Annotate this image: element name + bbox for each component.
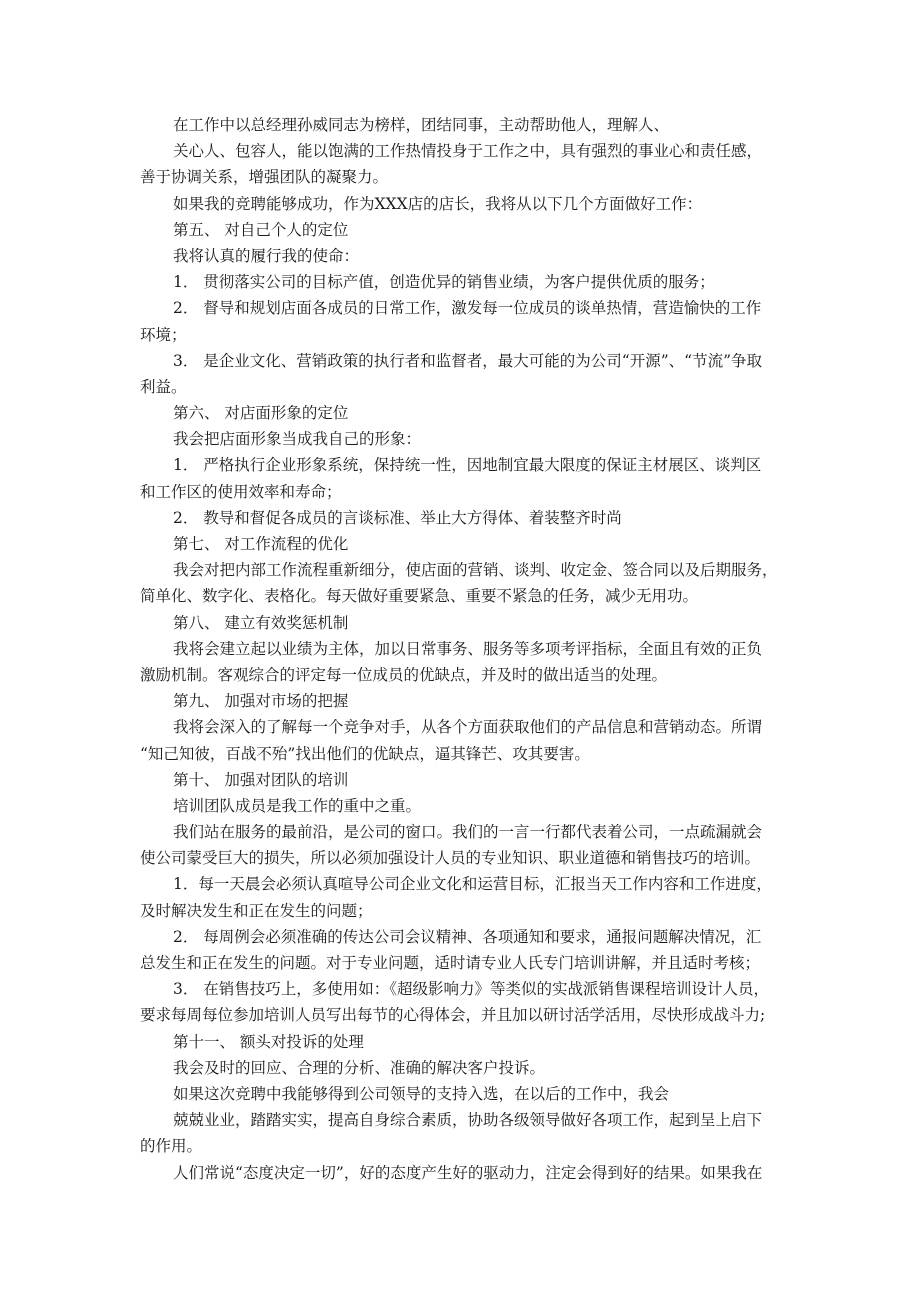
text-line: 简单化、数字化、表格化。每天做好重要紧急、重要不紧急的任务，减少无用功。 [140, 587, 699, 606]
text-line: 人们常说“态度决定一切”，好的态度产生好的驱动力，注定会得到好的结果。如果我在 [173, 1163, 763, 1182]
text-line: 环境； [140, 325, 187, 344]
text-line: 兢兢业业，踏踏实实，提高自身综合素质，协助各级领导做好各项工作，起到呈上启下 [173, 1111, 763, 1130]
text-line: 第五、 对自己个人的定位 [173, 220, 349, 239]
text-line: 要求每周每位参加培训人员写出每节的心得体会，并且加以研讨活学活用，尽快形成战斗力; [140, 1006, 766, 1025]
text-line: 的作用。 [140, 1137, 203, 1156]
document-body [140, 112, 790, 1186]
text-line: 关心人、包容人，能以饱满的工作热情投身于工作之中，具有强烈的事业心和责任感， [173, 142, 763, 161]
text-line: 总发生和正在发生的问题。对于专业问题，适时请专业人氏专门培训讲解，并且适时考核； [140, 954, 761, 972]
text-line: 第六、 对店面形象的定位 [173, 404, 349, 423]
text-line: 3． 在销售技巧上，多使用如：《超级影响力》等类似的实战派销售课程培训设计人员， [173, 980, 770, 999]
text-line: 使公司蒙受巨大的损失，所以必须加强设计人员的专业知识、职业道德和销售技巧的培训。 [140, 849, 761, 868]
text-line: 2． 督导和规划店面各成员的日常工作，激发每一位成员的谈单热情，营造愉快的工作 [173, 299, 762, 318]
text-line: 我将会深入的了解每一个竞争对手，从各个方面获取他们的产品信息和营销动态。所谓 [173, 718, 763, 737]
text-line: 2． 教导和督促各成员的言谈标准、举止大方得体、着装整齐时尚 [173, 508, 622, 527]
text-line: 如果我的竞聘能够成功，作为XXX店的店长，我将从以下几个方面做好工作： [173, 194, 703, 213]
text-line: 第十一、 额头对投诉的处理 [173, 1032, 364, 1051]
text-line: 如果这次竞聘中我能够得到公司领导的支持入选，在以后的工作中，我会 [173, 1084, 670, 1103]
text-line: 和工作区的使用效率和寿命； [140, 482, 342, 501]
text-line: 在工作中以总经理孙威同志为榜样，团结同事，主动帮助他人，理解人、 [173, 116, 670, 134]
text-line: 第七、 对工作流程的优化 [173, 535, 349, 553]
text-line: 培训团队成员是我工作的重中之重。 [173, 796, 422, 815]
text-line: 激励机制。客观综合的评定每一位成员的优缺点，并及时的做出适当的处理。 [140, 665, 668, 684]
text-line: 善于协调关系，增强团队的凝聚力。 [140, 168, 389, 187]
text-line: 我会及时的回应、合理的分析、准确的解决客户投诉。 [173, 1058, 546, 1077]
text-line: 我会对把内部工作流程重新细分，使店面的营销、谈判、收定金、签合同以及后期服务， [173, 561, 778, 580]
text-line: 我们站在服务的最前沿，是公司的窗口。我们的一言一行都代表着公司，一点疏漏就会 [173, 823, 763, 842]
text-line: 2． 每周例会必须准确的传达公司会议精神、各项通知和要求，通报问题解决情况，汇 [173, 927, 762, 946]
text-line: 第八、 建立有效奖惩机制 [173, 613, 349, 632]
text-line: 1． 严格执行企业形象系统，保持统一性，因地制宜最大限度的保证主材展区、谈判区 [173, 456, 762, 475]
text-line: 我将会建立起以业绩为主体，加以日常事务、服务等多项考评指标，全面且有效的正负 [173, 639, 763, 658]
text-line: 第九、 加强对市场的把握 [173, 692, 349, 711]
text-line: 利益。 [140, 377, 187, 396]
text-line: 及时解决发生和正在发生的问题； [140, 901, 373, 920]
text-line: 我将认真的履行我的使命： [173, 246, 360, 265]
text-line: “知己知彼，百战不殆”找出他们的优缺点，逼其锋芒、攻其要害。 [140, 744, 590, 763]
text-line: 我会把店面形象当成我自己的形象： [173, 430, 422, 449]
text-line: 3． 是企业文化、营销政策的执行者和监督者，最大可能的为公司“开源”、“节流”争取 [173, 351, 762, 370]
text-line: 第十、 加强对团队的培训 [173, 770, 349, 789]
text-line: 1． 贯彻落实公司的目标产值，创造优异的销售业绩，为客户提供优质的服务； [173, 273, 715, 292]
text-line: 1．每一天晨会必须认真喧导公司企业文化和运营目标，汇报当天工作内容和工作进度， [173, 875, 772, 894]
